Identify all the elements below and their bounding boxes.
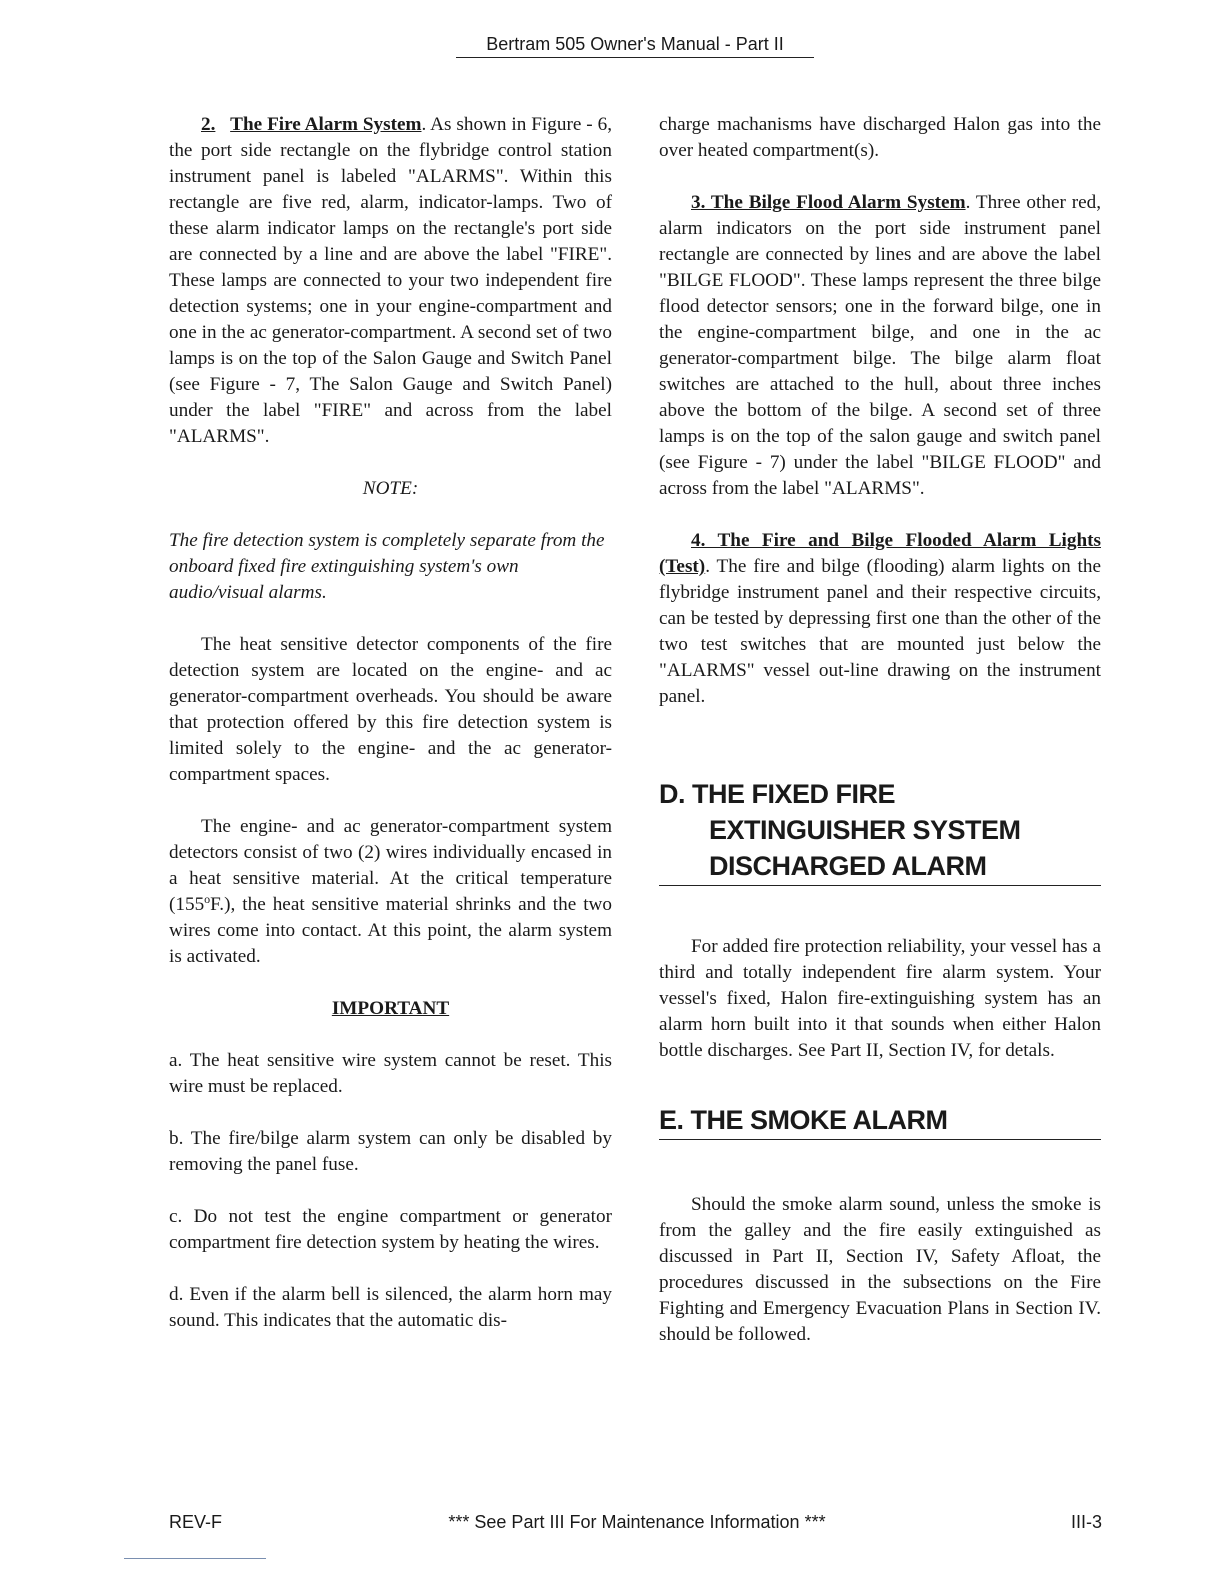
scan-artifact-line bbox=[124, 1558, 266, 1559]
heading-d-line-1: D. THE FIXED FIRE bbox=[659, 779, 896, 809]
heading-d-line-2: EXTINGUISHER SYSTEM bbox=[709, 815, 1021, 845]
section-bilge-flood-title: 3. The Bilge Flood Alarm System bbox=[691, 192, 966, 213]
running-header: Bertram 505 Owner's Manual - Part II bbox=[456, 34, 814, 58]
section-alarm-lights-test bbox=[659, 528, 1101, 710]
important-label: IMPORTANT bbox=[331, 998, 450, 1019]
detector-wires-text-a: The engine- and ac generator-compartment system detectors consist of two (2) wires individually encased in a heat sensitive material. At the critical temperature (155 bbox=[169, 816, 612, 915]
heading-smoke-alarm: E. THE SMOKE ALARM bbox=[659, 1102, 1101, 1140]
section-fire-alarm-number: 2. bbox=[201, 114, 216, 135]
heading-d-line-3: DISCHARGED ALARM bbox=[709, 851, 987, 881]
note-title: NOTE: bbox=[362, 478, 419, 499]
degree-superscript: o bbox=[204, 892, 211, 906]
section-fire-alarm-title: The Fire Alarm System bbox=[230, 114, 422, 135]
paragraph-continued: charge machanisms have discharged Halon gas into the over heated compartment(s). bbox=[659, 114, 1101, 161]
section-alarm-lights-title: 4. The Fire and Bilge Flooded Alarm Lights (Test) bbox=[659, 530, 1101, 577]
footer-revision: REV-F bbox=[169, 1512, 223, 1532]
section-fire-alarm-system bbox=[169, 112, 612, 450]
paragraph-smoke-alarm: Should the smoke alarm sound, unless the smoke is from the galley and the fire easily extinguished as discussed in Part II, Section IV, Safety Afloat, the procedures discussed in the subsections on the Fire Fighting and Emergency Evacuation Plans in Section IV. should be followed. bbox=[659, 1194, 1101, 1345]
section-bilge-flood-alarm bbox=[659, 190, 1101, 502]
detector-wires-text-b: F.), the heat sensitive material shrinks and the two wires come into contact. At this point, the alarm system is activated. bbox=[169, 894, 612, 967]
paragraph-detector-wires bbox=[169, 814, 612, 970]
right-column bbox=[659, 112, 1101, 1348]
note-body: The fire detection system is completely separate from the onboard fixed fire extinguishing system's own audio/visual alarms. bbox=[169, 530, 605, 603]
important-item-d: d. Even if the alarm bell is silenced, the alarm horn may sound. This indicates that the automatic dis- bbox=[169, 1284, 612, 1331]
paragraph-fixed-fire-alarm: For added fire protection reliability, your vessel has a third and totally independent fire alarm system. Your vessel's fixed, Halon fire-extinguishing system has an alarm horn built into it that sounds when either Halon bottle discharges. See Part II, Section IV, for detals. bbox=[659, 936, 1101, 1061]
footer-maintenance-note: *** See Part III For Maintenance Information *** bbox=[448, 1512, 826, 1532]
important-item-a: a. The heat sensitive wire system cannot be reset. This wire must be replaced. bbox=[169, 1050, 612, 1097]
section-fire-alarm-text: . As shown in Figure - 6, the port side rectangle on the flybridge control station instrument panel is labeled "ALARMS". Within this rectangle are five red, alarm, indicator-lamps. Two of these alarm indicator lamps on the rectangle's port side are connected by a line and are above the label "FIRE". These lamps are connected to your two independent fire detection systems; one in your engine-compartment and one in the ac generator-compartment. A second set of two lamps is on the top of the Salon Gauge and Switch Panel (see Figure - 7, The Salon Gauge and Switch Panel) under the label "FIRE" and across from the label "ALARMS". bbox=[169, 114, 612, 447]
left-column bbox=[169, 112, 612, 1334]
important-item-c: c. Do not test the engine compartment or generator compartment fire detection system by heating the wires. bbox=[169, 1206, 612, 1253]
footer-page-number: III-3 bbox=[1070, 1512, 1102, 1532]
important-item-b: b. The fire/bilge alarm system can only be disabled by removing the panel fuse. bbox=[169, 1128, 612, 1175]
section-alarm-lights-text: . The fire and bilge (flooding) alarm lights on the flybridge instrument panel and their respective circuits, can be tested by depressing first one than the other of the two test switches that are mounted just below the "ALARMS" vessel out-line drawing on the instrument panel. bbox=[659, 556, 1101, 707]
section-bilge-flood-text: . Three other red, alarm indicators on the port side instrument panel rectangle are connected by lines and are above the label "BILGE FLOOD". These lamps represent the three bilge flood detector sensors; one in the forward bilge, one in the engine-compartment bilge, and one in the ac generator-compartment bilge. The bilge alarm float switches are attached to the hull, about three inches above the bottom of the bilge. A second set of three lamps is on the top of the salon gauge and switch panel (see Figure - 7) under the label "BILGE FLOOD" and across from the label "ALARMS". bbox=[659, 192, 1101, 499]
heading-fixed-fire-extinguisher bbox=[659, 776, 1101, 886]
paragraph-heat-detectors: The heat sensitive detector components of the fire detection system are located on the engine- and ac generator-compartment overheads. You should be aware that protection offered by this fire detection system is limited solely to the engine- and the ac generator-compartment spaces. bbox=[169, 634, 612, 785]
